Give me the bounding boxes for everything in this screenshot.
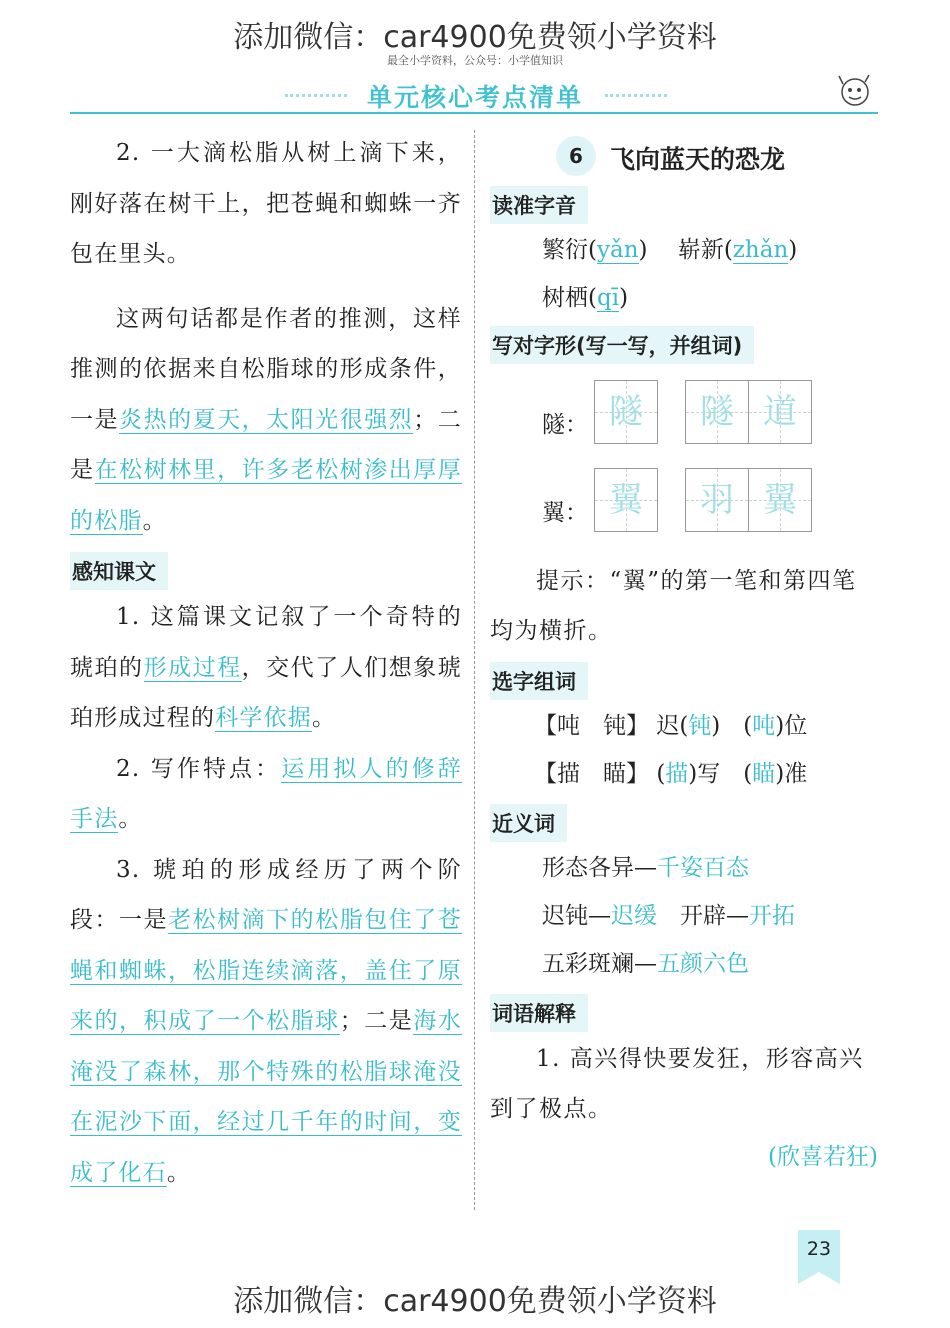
text: 五彩斑斓— — [542, 951, 657, 977]
answer: 描 — [665, 761, 689, 787]
explanation-1: 1. 高兴得快要发狂，形容高兴到了极点。 — [490, 1046, 864, 1122]
text: ；二是 — [70, 406, 463, 483]
writing-label: 翼： — [542, 500, 588, 526]
answer: 吨 — [752, 713, 776, 739]
writing-row-1 — [490, 380, 880, 468]
text: )写 ( — [688, 761, 753, 787]
writing-box — [748, 380, 812, 444]
grid-char: 隧 — [700, 392, 734, 432]
explanation-answer: (欣喜若狂) — [768, 1144, 878, 1170]
pinyin-answer: yǎn — [596, 237, 639, 263]
synonym-line-1 — [490, 844, 880, 892]
right-column — [490, 128, 880, 1180]
header-rule — [70, 112, 878, 114]
stroke-tip: 提示：“翼”的第一笔和第四笔均为横折。 — [490, 568, 857, 644]
text: 这两句话都是作者的推测，这样推测的依据来自松脂球的形成条件，一是 — [70, 305, 462, 433]
section-heading-perceive: 感知课文 — [70, 552, 168, 590]
mascot-icon — [835, 72, 873, 108]
grid-char: 羽 — [700, 480, 734, 520]
writing-box — [685, 380, 749, 444]
answer: 在松树林里，许多老松树渗出厚厚的松脂 — [70, 457, 463, 534]
grid-char: 翼 — [763, 480, 797, 520]
word: 树栖 — [542, 285, 588, 311]
answer: 迟缓 — [611, 903, 657, 929]
pronunciation-line-2: 树栖(qī) — [542, 285, 629, 311]
text: 迟钝— — [542, 903, 611, 929]
section-heading-choose: 选字组词 — [490, 662, 588, 700]
text: 。 — [142, 507, 167, 534]
writing-box — [594, 380, 658, 444]
lesson-heading — [490, 128, 880, 180]
writing-label: 隧： — [542, 412, 588, 438]
writing-box — [594, 468, 658, 532]
answer: 钝 — [688, 713, 712, 739]
lesson-number-badge: 6 — [556, 136, 596, 176]
answer: 运用拟人的修辞手法 — [70, 755, 463, 832]
text: 开辟— — [680, 903, 749, 929]
char-pair: 【吨 钝】 — [534, 713, 649, 739]
text: 迟( — [656, 713, 689, 739]
question-1 — [70, 592, 462, 744]
text: )准 — [775, 761, 808, 787]
answer: 瞄 — [752, 761, 776, 787]
question-3 — [70, 845, 462, 1199]
synonym-line-2 — [490, 892, 880, 940]
watermark-bottom: 添加微信：car4900免费领小学资料 — [233, 1284, 717, 1319]
choose-line-1 — [490, 702, 880, 750]
question-2 — [70, 744, 462, 845]
header-title: 单元核心考点清单 — [366, 83, 583, 112]
text: ；二是 — [339, 1008, 414, 1034]
text: ( — [656, 761, 666, 787]
text: 。 — [166, 1159, 192, 1186]
answer: 炎热的夏天，太阳光很强烈 — [119, 406, 414, 433]
choose-line-2 — [490, 750, 880, 798]
answer: 开拓 — [749, 903, 795, 929]
section-heading-pronunciation: 读准字音 — [490, 186, 588, 224]
answer: 形成过程 — [143, 654, 242, 681]
text: 。 — [118, 806, 143, 832]
char-pair: 【描 瞄】 — [534, 761, 649, 787]
answer: 五颜六色 — [657, 951, 749, 977]
writing-box — [685, 468, 749, 532]
pronunciation-line-1: 繁衍(yǎn) 崭新(zhǎn) — [542, 237, 798, 263]
header-dots-right — [605, 94, 667, 97]
answer: 老松树滴下的松脂包住了苍蝇和蜘蛛，松脂连续滴落，盖住了原来的，积成了一个松脂球 — [70, 907, 462, 1034]
paragraph-inference — [70, 294, 462, 547]
answer: 千姿百态 — [657, 855, 749, 881]
page-number: 23 — [806, 1238, 832, 1260]
text: 2. 写作特点： — [116, 755, 282, 782]
text: 1. 这篇课文记叙了一个奇特的琥珀的 — [70, 604, 462, 681]
writing-row-2 — [490, 468, 880, 556]
answer: 海水淹没了森林，那个特殊的松脂球淹没在泥沙下面，经过几千年的时间，变成了化石 — [70, 1008, 463, 1186]
text: 。 — [312, 705, 337, 731]
pinyin-answer: qī — [596, 285, 620, 311]
section-heading-writing: 写对字形(写一写，并组词) — [490, 326, 754, 364]
text: 3. 琥珀的形成经历了两个阶段：一是 — [70, 856, 462, 933]
writing-box — [748, 468, 812, 532]
section-heading-synonyms: 近义词 — [490, 804, 567, 842]
text: ) ( — [711, 713, 753, 739]
text: )位 — [775, 713, 808, 739]
grid-char: 道 — [763, 392, 797, 432]
word: 崭新 — [677, 237, 724, 263]
left-column — [70, 128, 462, 1198]
page-header — [0, 78, 950, 114]
section-heading-explanation: 词语解释 — [490, 994, 588, 1032]
sub-note: 最全小学资料，公众号：小学值知识 — [387, 54, 563, 67]
grid-char: 翼 — [609, 480, 643, 520]
word: 繁衍 — [542, 237, 588, 263]
paragraph-sentence: 2. 一大滴松脂从树上滴下来，刚好落在树干上，把苍蝇和蜘蛛一齐包在里头。 — [70, 140, 462, 267]
answer: 科学依据 — [215, 705, 313, 731]
synonym-line-3 — [490, 940, 880, 988]
text: ，交代了人们想象琥珀形成过程的 — [70, 654, 462, 731]
pinyin-answer: zhǎn — [732, 237, 789, 263]
column-divider — [474, 130, 475, 1210]
lesson-title: 飞向蓝天的恐龙 — [610, 145, 786, 174]
grid-char: 隧 — [609, 392, 643, 432]
text: 形态各异— — [542, 855, 657, 881]
watermark-top: 添加微信：car4900免费领小学资料 — [233, 20, 717, 55]
